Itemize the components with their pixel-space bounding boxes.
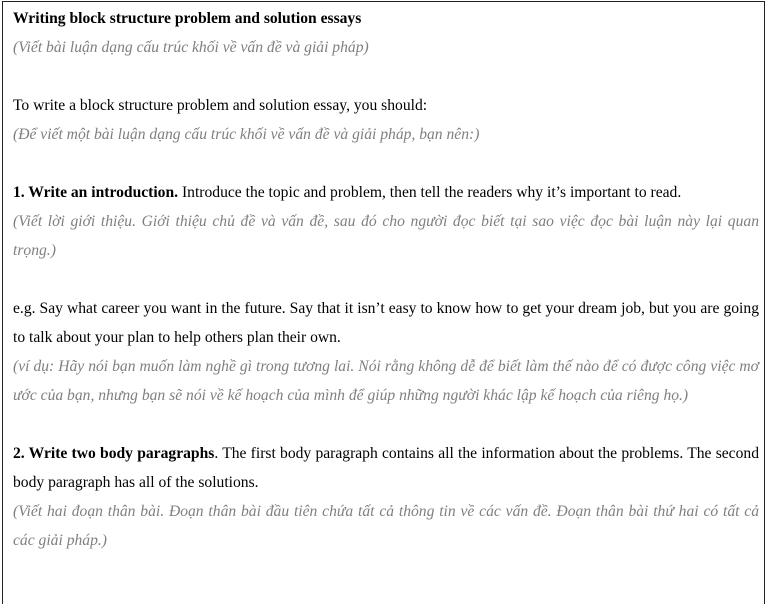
- example-translation: (ví dụ: Hãy nói bạn muốn làm nghề gì trong tương lai. Nói rằng không dễ để biết làm thế nào để có được công việc mơ ước của bạn, nhưng bạn sẽ nói về kế hoạch của mình để giúp những người khác lập kế hoạch của riêng họ.): [13, 358, 759, 404]
- section-title-translation: (Viết bài luận dạng cấu trúc khối về vấn đề và giải pháp): [13, 39, 369, 56]
- step-2-paragraph: [13, 439, 759, 497]
- example-paragraph: e.g. Say what career you want in the future. Say that it isn’t easy to know how to get your dream job, but you are going to talk about your plan to help others plan their own.: [13, 300, 759, 346]
- spacer: [13, 265, 759, 294]
- step-2-text: . The first body paragraph contains all the information about the problems. The second body paragraph has all of the solutions.: [13, 445, 759, 491]
- spacer: [13, 62, 759, 91]
- step-2-heading: 2. Write two body paragraphs: [13, 445, 215, 462]
- intro-text: To write a block structure problem and solution essay, you should:: [13, 97, 428, 114]
- spacer: [13, 410, 759, 439]
- step-2-translation: (Viết hai đoạn thân bài. Đoạn thân bài đầu tiên chứa tất cả thông tin về các vấn đề. Đoạn thân bài thứ hai có tất cả các giải pháp.): [13, 503, 759, 549]
- intro-translation: (Để viết một bài luận dạng cấu trúc khối về vấn đề và giải pháp, bạn nên:): [13, 126, 480, 143]
- document-body: [13, 4, 759, 555]
- spacer: [13, 149, 759, 178]
- step-1-heading: 1. Write an introduction.: [13, 184, 179, 201]
- step-1-translation: (Viết lời giới thiệu. Giới thiệu chủ đề và vấn đề, sau đó cho người đọc biết tại sao việc đọc bài luận này lại quan trọng.): [13, 213, 759, 259]
- section-title: Writing block structure problem and solution essays: [13, 10, 362, 27]
- step-1-paragraph: [13, 178, 759, 207]
- step-1-text: Introduce the topic and problem, then tell the readers why it’s important to read.: [178, 184, 682, 201]
